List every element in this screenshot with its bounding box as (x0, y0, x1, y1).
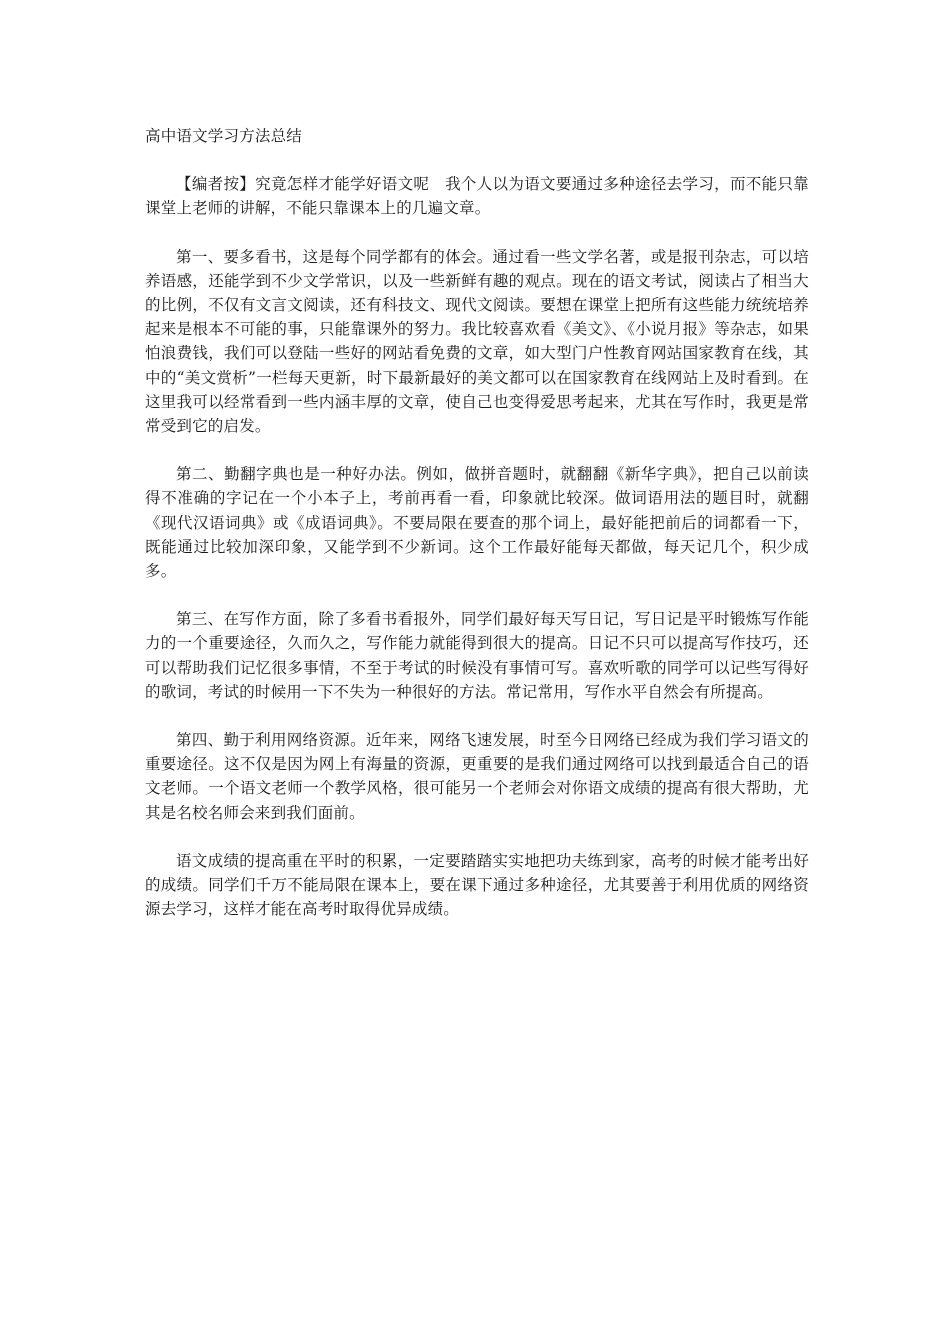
paragraph-second-point: 第二、勤翻字典也是一种好办法。例如，做拼音题时，就翻翻《新华字典》，把自己以前读得不准确的字记在一个小本子上，考前再看一看，印象就比较深。做词语用法的题目时，就翻《现代汉语词典》或《成语词典》。不要局限在要查的那个词上，最好能把前后的词都看一下，既能通过比较加深印象，又能学到不少新词。这个工作最好能每天都做，每天记几个，积少成多。 (145, 465, 809, 581)
document-title: 高中语文学习方法总结 (145, 127, 303, 145)
paragraph-conclusion: 语文成绩的提高重在平时的积累，一定要踏踏实实地把功夫练到家，高考的时候才能考出好的成绩。同学们千万不能局限在课本上，要在课下通过多种途径，尤其要善于利用优质的网络资源去学习，这样才能在高考时取得优异成绩。 (145, 851, 809, 919)
paragraph-first-point: 第一、要多看书，这是每个同学都有的体会。通过看一些文学名著，或是报刊杂志，可以培养语感，还能学到不少文学常识，以及一些新鲜有趣的观点。现在的语文考试，阅读占了相当大的比例，不仅有文言文阅读，还有科技文、现代文阅读。要想在课堂上把所有这些能力统统培养起来是根本不可能的事，只能靠课外的努力。我比较喜欢看《美文》、《小说月报》等杂志，如果怕浪费钱，我们可以登陆一些好的网站看免费的文章，如大型门户性教育网站国家教育在线，其中的“美文赏析”一栏每天更新，时下最新最好的美文都可以在国家教育在线网站上及时看到。在这里我可以经常看到一些内涵丰厚的文章，使自己也变得爱思考起来，尤其在写作时，我更是常常受到它的启发。 (145, 247, 809, 436)
document-body (145, 124, 809, 945)
paragraph-third-point: 第三、在写作方面，除了多看书看报外，同学们最好每天写日记，写日记是平时锻炼写作能力的一个重要途径，久而久之，写作能力就能得到很大的提高。日记不只可以提高写作技巧，还可以帮助我们记忆很多事情，不至于考试的时候没有事情可写。喜欢听歌的同学可以记些写得好的歌词，考试的时候用一下不失为一种很好的方法。常记常用，写作水平自然会有所提高。 (145, 610, 809, 701)
paragraph-fourth-point: 第四、勤于利用网络资源。近年来，网络飞速发展，时至今日网络已经成为我们学习语文的重要途径。这不仅是因为网上有海量的资源，更重要的是我们通过网络可以找到最适合自己的语文老师。一个语文老师一个教学风格，很可能另一个老师会对你语文成绩的提高有很大帮助，尤其是名校名师会来到我们面前。 (145, 731, 809, 822)
paragraph-editor-note: 【编者按】究竟怎样才能学好语文呢 我个人以为语文要通过多种途径去学习，而不能只靠课堂上老师的讲解，不能只靠课本上的几遍文章。 (145, 175, 809, 218)
